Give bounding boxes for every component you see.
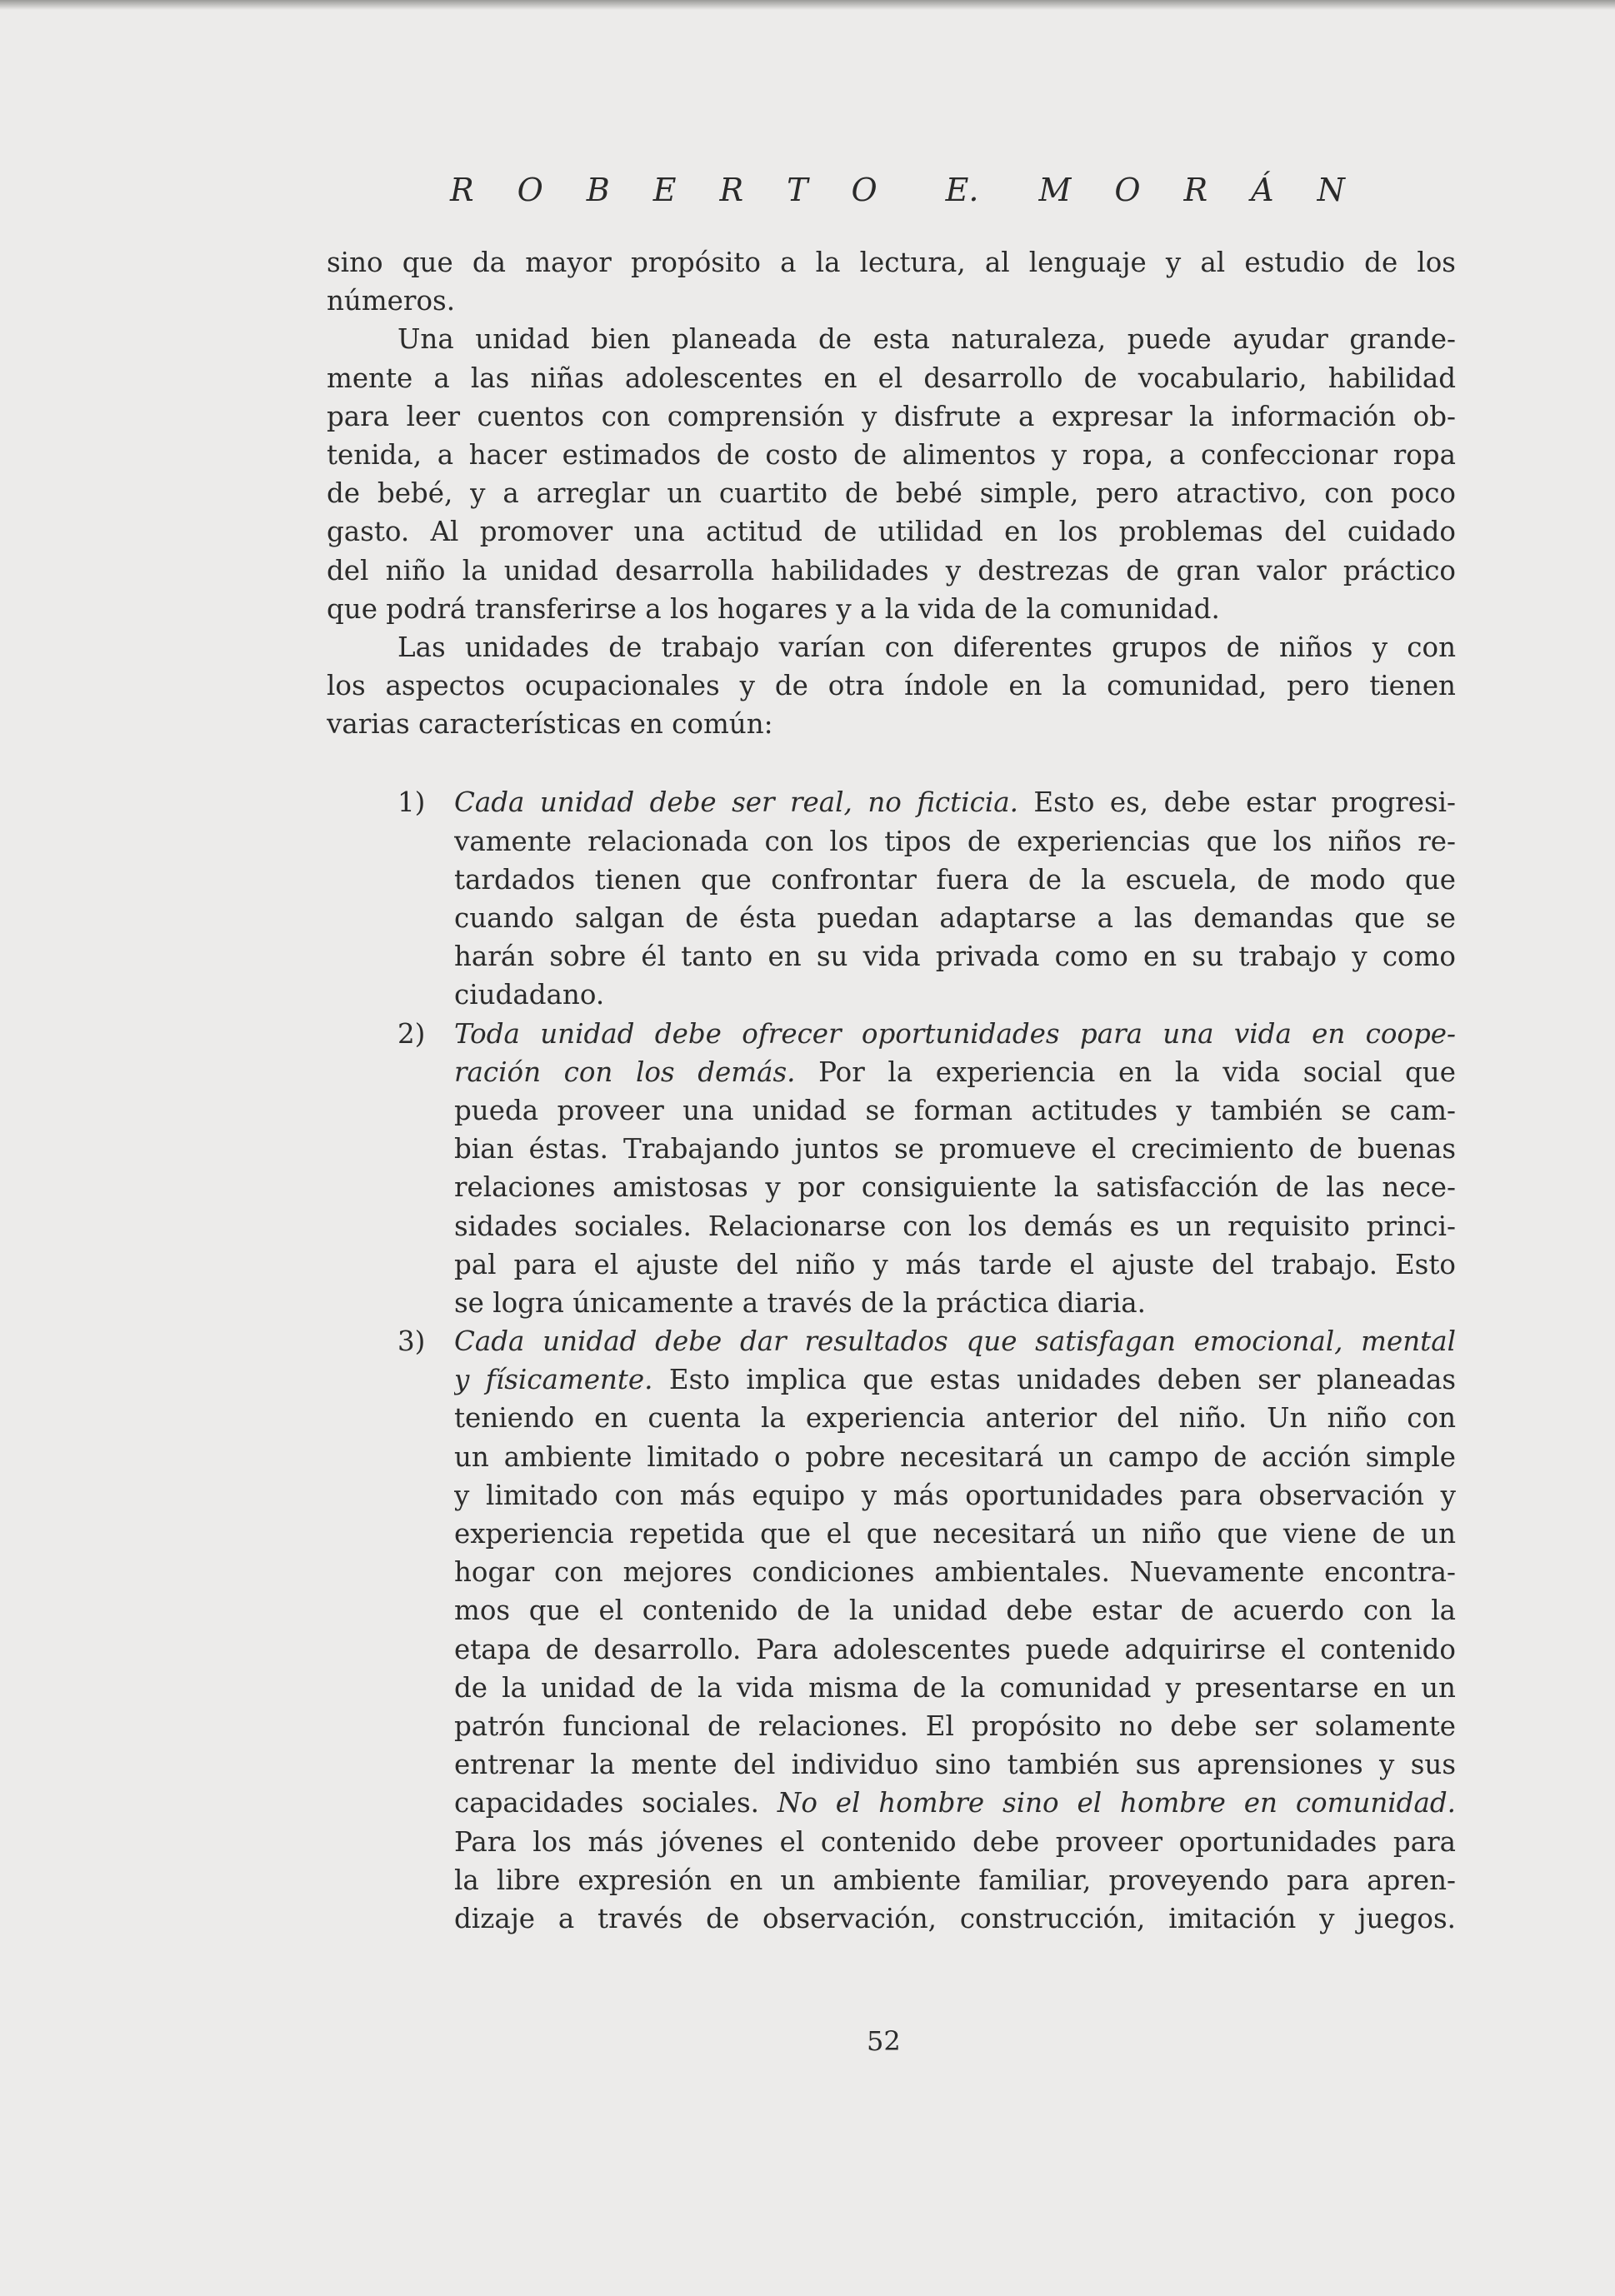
item-line-rest: Esto es, debe estar progresi- <box>1018 786 1456 819</box>
header-letter: Á <box>1251 172 1274 208</box>
text-line: pueda proveer una unidad se forman actitudes y también se cam- <box>454 1094 1456 1126</box>
text-line: un ambiente limitado o pobre necesitará un campo de acción simple <box>454 1440 1456 1473</box>
text-line <box>454 1360 1456 1399</box>
text-line: teniendo en cuenta la experiencia anterior del niño. Un niño con <box>454 1402 1456 1435</box>
text-line <box>454 783 1456 821</box>
body-text <box>327 243 1456 1938</box>
item-number: 1) <box>398 786 426 819</box>
header-letter: R <box>1183 172 1208 208</box>
text-line: la libre expresión en un ambiente familiar, proveyendo para apren- <box>454 1864 1456 1896</box>
item-italic-lead: y físicamente. <box>454 1364 653 1396</box>
text-line: gasto. Al promover una actitud de utilidad en los problemas del cuidado <box>327 516 1456 548</box>
paragraph-2 <box>327 320 1456 628</box>
text-line: patrón funcional de relaciones. El propósito no debe ser solamente <box>454 1710 1456 1742</box>
text-line: números. <box>327 285 456 317</box>
item-italic-line: Toda unidad debe ofrecer oportunidades para una vida en coope- <box>454 1017 1456 1050</box>
header-letter: O <box>1114 172 1141 208</box>
text-line: experiencia repetida que el que necesitará un niño que viene de un <box>454 1518 1456 1550</box>
text-line: varias características en común: <box>327 708 773 741</box>
item-line-rest: Por la experiencia en la vida social que <box>795 1056 1456 1088</box>
header-letter: R <box>719 172 744 208</box>
page-top-edge <box>0 0 1615 10</box>
paragraph-1 <box>327 243 1456 320</box>
text-line <box>454 1322 1456 1360</box>
page-number: 52 <box>867 2025 901 2057</box>
text-line: que podrá transferirse a los hogares y a la vida de la comunidad. <box>327 592 1220 625</box>
text-line: de bebé, y a arreglar un cuartito de bebé simple, pero atractivo, con poco <box>327 477 1456 510</box>
text-line: sino que da mayor propósito a la lectura, al lenguaje y al estudio de los <box>327 247 1456 278</box>
text-line: tardados tienen que confrontar fuera de la escuela, de modo que <box>454 863 1456 896</box>
text-line: los aspectos ocupacionales y de otra índole en la comunidad, pero tienen <box>327 670 1456 702</box>
list-item-2 <box>327 1015 1456 1323</box>
item-line-text: capacidades sociales. <box>454 1787 778 1819</box>
header-letter: M <box>1038 172 1072 208</box>
item-italic-phrase: No el hombre sino el hombre en comunidad. <box>777 1787 1456 1819</box>
text-line: entrenar la mente del individuo sino también sus aprensiones y sus <box>454 1749 1456 1781</box>
item-italic-lead: Cada unidad debe ser real, no ficticia. <box>454 786 1018 819</box>
header-letter: O <box>517 172 543 208</box>
text-line: bian éstas. Trabajando juntos se promueve el crecimiento de buenas <box>454 1133 1456 1165</box>
text-line: de la unidad de la vida misma de la comunidad y presentarse en un <box>454 1671 1456 1704</box>
text-line: tenida, a hacer estimados de costo de alimentos y ropa, a confeccionar ropa <box>327 438 1456 471</box>
text-line: Para los más jóvenes el contenido debe proveer oportunidades para <box>454 1825 1456 1858</box>
item-italic-line: Cada unidad debe dar resultados que satisfagan emocional, mental <box>454 1325 1456 1358</box>
text-line: del niño la unidad desarrolla habilidades y destrezas de gran valor práctico <box>327 554 1456 586</box>
item-number: 3) <box>398 1325 426 1358</box>
header-letter: T <box>787 172 808 208</box>
text-line: harán sobre él tanto en su vida privada como en su trabajo y como <box>454 941 1456 973</box>
spacer <box>327 743 1456 783</box>
item-line-rest: Esto implica que estas unidades deben ser planeadas <box>652 1364 1456 1396</box>
text-line: dizaje a través de observación, construcción, imitación y juegos. <box>454 1902 1456 1934</box>
text-line: ciudadano. <box>454 979 605 1011</box>
header-letter: R <box>450 172 474 208</box>
text-line <box>454 1784 1456 1822</box>
text-line: hogar con mejores condiciones ambientales. Nuevamente encontra- <box>454 1556 1456 1589</box>
list-item-3 <box>327 1322 1456 1938</box>
text-line: vamente relacionada con los tipos de experiencias que los niños re- <box>454 825 1456 857</box>
item-italic-lead: ración con los demás. <box>454 1056 796 1088</box>
text-line: mente a las niñas adolescentes en el desarrollo de vocabulario, habilidad <box>327 362 1456 394</box>
header-letter: O <box>851 172 878 208</box>
text-line: relaciones amistosas y por consiguiente la satisfacción de las nece- <box>454 1171 1456 1204</box>
text-line: Las unidades de trabajo varían con diferentes grupos de niños y con <box>398 631 1456 663</box>
text-line: se logra únicamente a través de la práctica diaria. <box>454 1286 1146 1319</box>
text-line: para leer cuentos con comprensión y disfrute a expresar la información ob- <box>327 400 1456 432</box>
text-line: cuando salgan de ésta puedan adaptarse a las demandas que se <box>454 902 1456 934</box>
text-line: etapa de desarrollo. Para adolescentes puede adquirirse el contenido <box>454 1633 1456 1665</box>
text-line: mos que el contenido de la unidad debe estar de acuerdo con la <box>454 1595 1456 1627</box>
paragraph-3 <box>327 628 1456 744</box>
text-line: Una unidad bien planeada de esta naturaleza, puede ayudar grande- <box>398 323 1456 356</box>
item-number: 2) <box>398 1017 426 1050</box>
header-letter: E. <box>945 172 979 208</box>
text-line: y limitado con más equipo y más oportunidades para observación y <box>454 1479 1456 1511</box>
header-letter: N <box>1317 172 1345 208</box>
header-letter: E <box>652 172 677 208</box>
text-line: pal para el ajuste del niño y más tarde el ajuste del trabajo. Esto <box>454 1248 1456 1280</box>
running-header <box>450 172 1367 222</box>
text-line <box>454 1015 1456 1053</box>
list-item-1 <box>327 783 1456 1014</box>
text-line <box>454 1053 1456 1091</box>
header-letter: B <box>586 172 610 208</box>
text-line: sidades sociales. Relacionarse con los demás es un requisito princi- <box>454 1210 1456 1242</box>
